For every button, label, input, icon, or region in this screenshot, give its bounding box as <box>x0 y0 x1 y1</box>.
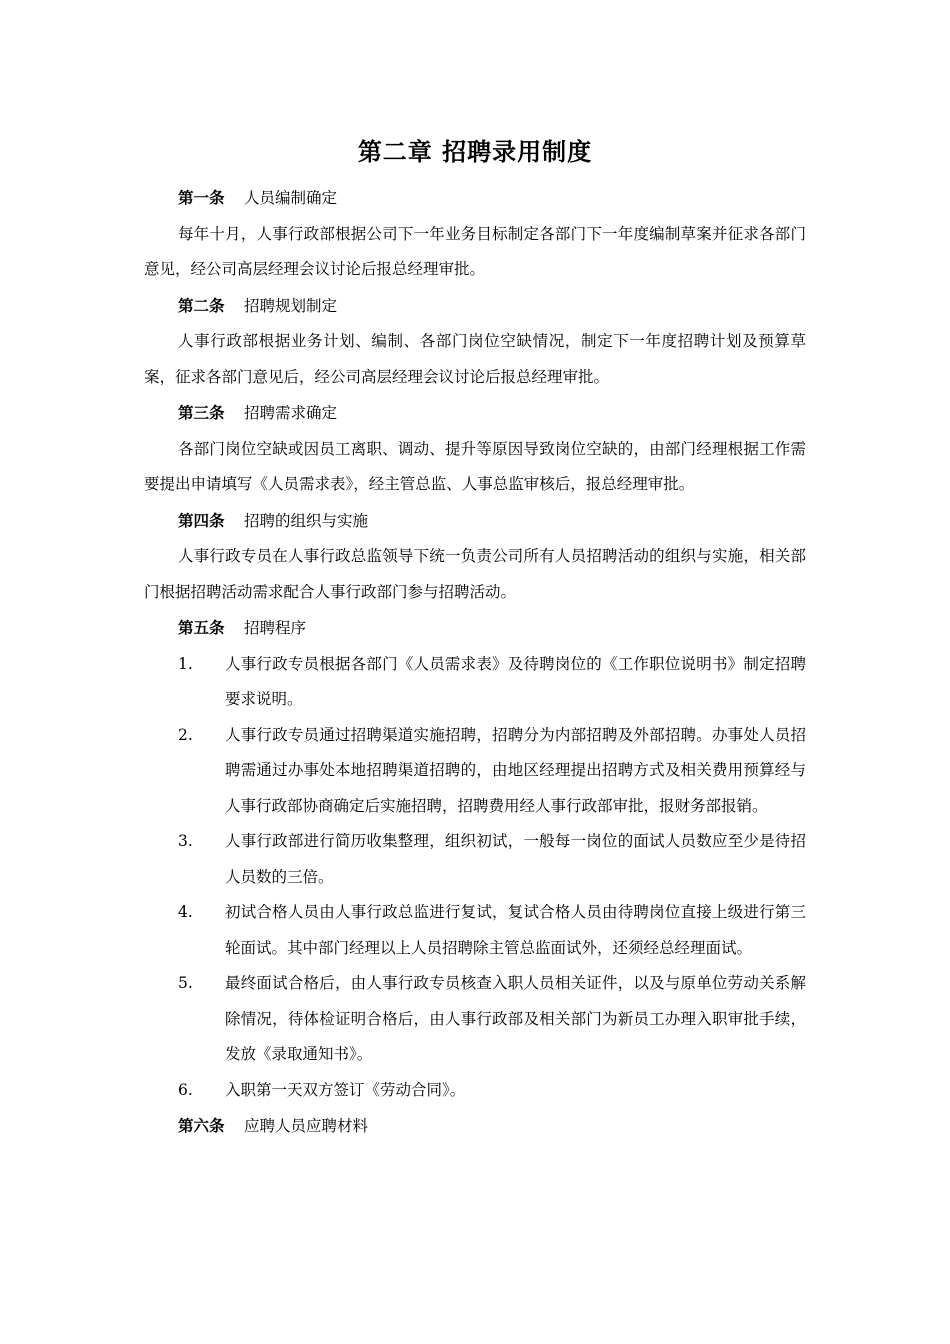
list-item <box>144 895 806 966</box>
article-number: 第四条 <box>178 510 225 530</box>
article-paragraph: 人事行政部根据业务计划、编制、各部门岗位空缺情况，制定下一年度招聘计划及预算草案，征求各部门意见后，经公司高层经理会议讨论后报总经理审批。 <box>144 332 806 386</box>
list-marker: 2. <box>178 725 193 744</box>
article-heading <box>144 395 806 432</box>
article-title: 招聘规划制定 <box>244 296 338 315</box>
article-number: 第二条 <box>178 295 225 315</box>
article-heading <box>144 610 806 647</box>
list-item-text: 人事行政部进行简历收集整理，组织初试，一般每一岗位的面试人员数应至少是待招人员数的三倍。 <box>225 832 806 886</box>
list-marker: 6. <box>178 1080 193 1099</box>
list-item-text: 初试合格人员由人事行政总监进行复试，复试合格人员由待聘岗位直接上级进行第三轮面试。其中部门经理以上人员招聘除主管总监面试外，还须经总经理面试。 <box>225 903 806 957</box>
list-item-text: 人事行政专员通过招聘渠道实施招聘，招聘分为内部招聘及外部招聘。办事处人员招聘需通过办事处本地招聘渠道招聘的，由地区经理提出招聘方式及相关费用预算经与人事行政部协商确定后实施招聘，招聘费用经人事行政部审批，报财务部报销。 <box>225 725 806 815</box>
list-item <box>144 1073 806 1109</box>
list-item <box>144 966 806 1073</box>
article-title: 招聘需求确定 <box>244 404 338 422</box>
article-number: 第六条 <box>178 1116 225 1135</box>
article-paragraph: 各部门岗位空缺或因员工离职、调动、提升等原因导致岗位空缺的，由部门经理根据工作需要提出申请填写《人员需求表》，经主管总监、人事总监审核后，报总经理审批。 <box>144 439 806 493</box>
list-marker: 1. <box>178 654 193 673</box>
list-item <box>144 824 806 895</box>
article-heading <box>144 1108 806 1145</box>
list-marker: 5. <box>178 974 193 992</box>
list-marker: 4. <box>178 903 193 921</box>
list-item-text: 人事行政专员根据各部门《人员需求表》及待聘岗位的《工作职位说明书》制定招聘要求说明。 <box>225 654 806 708</box>
list-item-text: 入职第一天双方签订《劳动合同》。 <box>225 1080 466 1099</box>
article-number: 第五条 <box>178 618 225 637</box>
article-heading <box>144 503 806 540</box>
chapter-title: 第二章 招聘录用制度 <box>357 137 593 166</box>
article-title: 人员编制确定 <box>244 189 338 207</box>
article-title: 应聘人员应聘材料 <box>244 1117 369 1135</box>
list-item-text: 最终面试合格后，由人事行政专员核查入职人员相关证件，以及与原单位劳动关系解除情况，待体检证明合格后，由人事行政部及相关部门为新员工办理入职审批手续，发放《录取通知书》。 <box>225 974 806 1063</box>
list-item <box>144 718 806 825</box>
list-item <box>144 647 806 718</box>
article-heading <box>144 180 806 217</box>
article-title: 招聘的组织与实施 <box>244 511 369 530</box>
document-body <box>144 180 806 1145</box>
article-paragraph: 每年十月，人事行政部根据公司下一年业务目标制定各部门下一年度编制草案并征求各部门意见，经公司高层经理会议讨论后报总经理审批。 <box>144 224 806 278</box>
article-paragraph: 人事行政专员在人事行政总监领导下统一负责公司所有人员招聘活动的组织与实施，相关部门根据招聘活动需求配合人事行政部门参与招聘活动。 <box>144 547 806 601</box>
article-heading <box>144 288 806 325</box>
article-number: 第三条 <box>178 403 225 422</box>
article-title: 招聘程序 <box>244 619 307 637</box>
article-number: 第一条 <box>178 188 225 207</box>
list-marker: 3. <box>178 832 193 850</box>
